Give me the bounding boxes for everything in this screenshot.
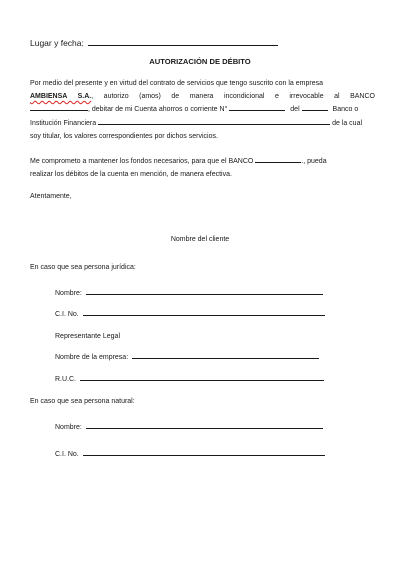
paragraph1-line2: AMBIENSA S.A., autorizo (amos) de manera incondicional e irrevocable al BANCO bbox=[30, 93, 375, 101]
juridica-nombre-field[interactable] bbox=[86, 294, 323, 295]
client-name-label: Nombre del cliente bbox=[170, 236, 230, 243]
empresa-field[interactable] bbox=[132, 358, 319, 359]
company-name: AMBIENSA S.A. bbox=[30, 93, 92, 101]
bank-commit-blank bbox=[255, 162, 301, 163]
commitment-paragraph bbox=[30, 155, 375, 181]
juridica-heading: En caso que sea persona jurídica: bbox=[30, 264, 136, 271]
bank-blank bbox=[30, 110, 88, 111]
paragraph2-line2: realizar los débitos de la cuenta en mención, de manera efectiva. bbox=[30, 171, 232, 179]
institution-blank bbox=[98, 124, 330, 125]
natural-ci-line bbox=[55, 451, 325, 458]
date-place-blank bbox=[88, 45, 278, 46]
natural-nombre-label: Nombre: bbox=[55, 424, 82, 431]
representante-legal-label: Representante Legal bbox=[55, 333, 120, 340]
natural-nombre-field[interactable] bbox=[86, 428, 323, 429]
paragraph2-line1: Me comprometo a mantener los fondos necesarios, para que el BANCO ., pueda bbox=[30, 158, 327, 165]
natural-heading: En caso que sea persona natural: bbox=[30, 398, 135, 405]
ruc-field[interactable] bbox=[80, 380, 324, 381]
ruc-line bbox=[55, 376, 324, 383]
paragraph1-line3: , debitar de mi Cuenta ahorros o corriente N° del Banco o bbox=[30, 103, 375, 116]
natural-ci-field[interactable] bbox=[83, 455, 325, 456]
juridica-nombre-label: Nombre: bbox=[55, 290, 82, 297]
authorization-paragraph bbox=[30, 77, 375, 143]
paragraph1-line4: Institución Financiera de la cual bbox=[30, 119, 363, 127]
empresa-line bbox=[55, 354, 319, 361]
natural-nombre-line bbox=[55, 424, 323, 431]
juridica-ci-field[interactable] bbox=[83, 315, 325, 316]
juridica-ci-label: C.I. No. bbox=[55, 311, 79, 318]
closing: Atentamente, bbox=[30, 193, 72, 200]
juridica-ci-line bbox=[55, 311, 325, 318]
empresa-label: Nombre de la empresa: bbox=[55, 354, 129, 361]
account-number-blank bbox=[229, 110, 285, 111]
date-place-line bbox=[30, 38, 278, 48]
ruc-label: R.U.C. bbox=[55, 376, 76, 383]
juridica-nombre-line bbox=[55, 290, 323, 297]
bank-name-blank bbox=[302, 110, 328, 111]
paragraph1-line1: Por medio del presente y en virtud del contrato de servicios que tengo suscrito con la empresa bbox=[30, 80, 323, 87]
paragraph1-line5: soy titular, los valores correspondientes por dichos servicios. bbox=[30, 132, 218, 140]
document-title: AUTORIZACIÓN DE DÉBITO bbox=[149, 57, 251, 66]
natural-ci-label: C.I. No. bbox=[55, 451, 79, 458]
date-place-label: Lugar y fecha: bbox=[30, 38, 84, 48]
